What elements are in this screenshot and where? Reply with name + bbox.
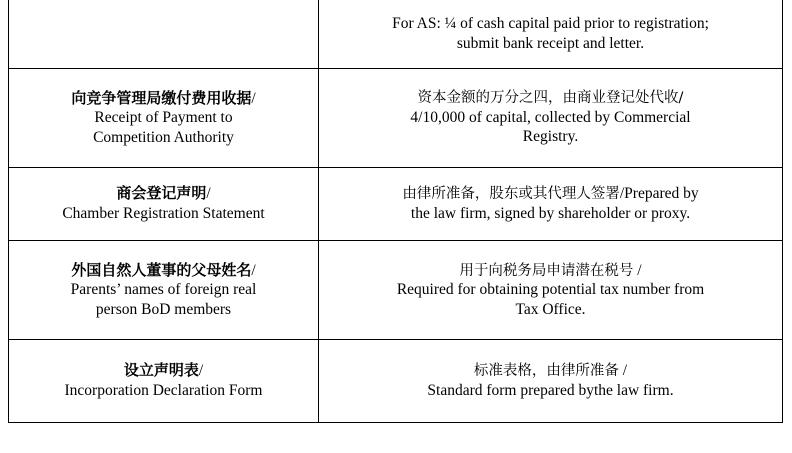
- description-zh-line: [329, 261, 772, 281]
- item-name-zh-line: [19, 261, 308, 281]
- table-row: [9, 340, 783, 423]
- description-zh-line: [329, 361, 772, 381]
- description-line: the law firm, signed by shareholder or proxy.: [410, 205, 691, 222]
- table-cell-description: [319, 241, 783, 340]
- item-name-en-line: Receipt of Payment to: [94, 109, 233, 127]
- table-row: [9, 241, 783, 340]
- description-line: Tax Office.: [515, 300, 586, 318]
- item-name-zh-line: [19, 361, 308, 381]
- description-line: Required for obtaining potential tax number from: [396, 281, 705, 299]
- table-row: [9, 0, 783, 69]
- item-name-zh: 外国自然人董事的父母姓名: [71, 260, 252, 279]
- table-cell-item-name: [9, 168, 319, 241]
- item-name-zh: 设立声明表: [123, 361, 199, 380]
- item-name-en-line: Competition Authority: [93, 128, 234, 146]
- table-cell-item-name: [9, 340, 319, 423]
- item-name-zh-line: [19, 89, 308, 109]
- table-row: [9, 69, 783, 168]
- item-name-zh: 向竞争管理局缴付费用收据: [71, 88, 252, 107]
- table-cell-description: [319, 0, 783, 69]
- separator-slash: /: [198, 362, 204, 380]
- separator-slash: /: [206, 185, 211, 203]
- separator-slash: /: [619, 185, 625, 203]
- table-cell-item-name: [9, 0, 319, 69]
- item-name-zh: 商会登记声明: [116, 184, 207, 203]
- requirements-table: [8, 0, 783, 423]
- separator-slash: /: [637, 261, 642, 279]
- description-zh: 用于向税务局申请潜在税号: [459, 262, 634, 279]
- item-name-zh-line: [19, 184, 308, 204]
- description-line: Registry.: [522, 128, 579, 146]
- table-cell-description: [319, 168, 783, 241]
- description-line: 4/10,000 of capital, collected by Commercial: [410, 108, 691, 126]
- table-cell-item-name: [9, 69, 319, 168]
- description-zh: 由律所准备，股东或其代理人签署: [402, 186, 620, 203]
- description-line: submit bank receipt and letter.: [456, 35, 645, 52]
- separator-slash: /: [251, 261, 256, 279]
- table-cell-item-name: [9, 241, 319, 340]
- item-name-en-line: Parents’ names of foreign real: [70, 281, 257, 299]
- description-zh-line: 资本金额的万分之四，由商业登记处代收/: [417, 90, 684, 107]
- description-zh: 标准表格，由律所准备: [473, 363, 619, 380]
- item-name-en-line: Incorporation Declaration Form: [64, 382, 263, 399]
- table-cell-description: [319, 340, 783, 423]
- separator-slash: /: [622, 362, 628, 380]
- description-en: Prepared by: [624, 185, 699, 203]
- item-name-en-line: person BoD members: [95, 300, 232, 318]
- description-line: For AS: ¼ of cash capital paid prior to registration;: [392, 15, 709, 33]
- description-mixed-line: [329, 184, 772, 204]
- table-cell-description: [319, 69, 783, 168]
- table-row: [9, 168, 783, 241]
- item-name-en-line: Chamber Registration Statement: [62, 205, 265, 222]
- separator-slash: /: [251, 89, 256, 107]
- description-line: Standard form prepared bythe law firm.: [427, 382, 674, 399]
